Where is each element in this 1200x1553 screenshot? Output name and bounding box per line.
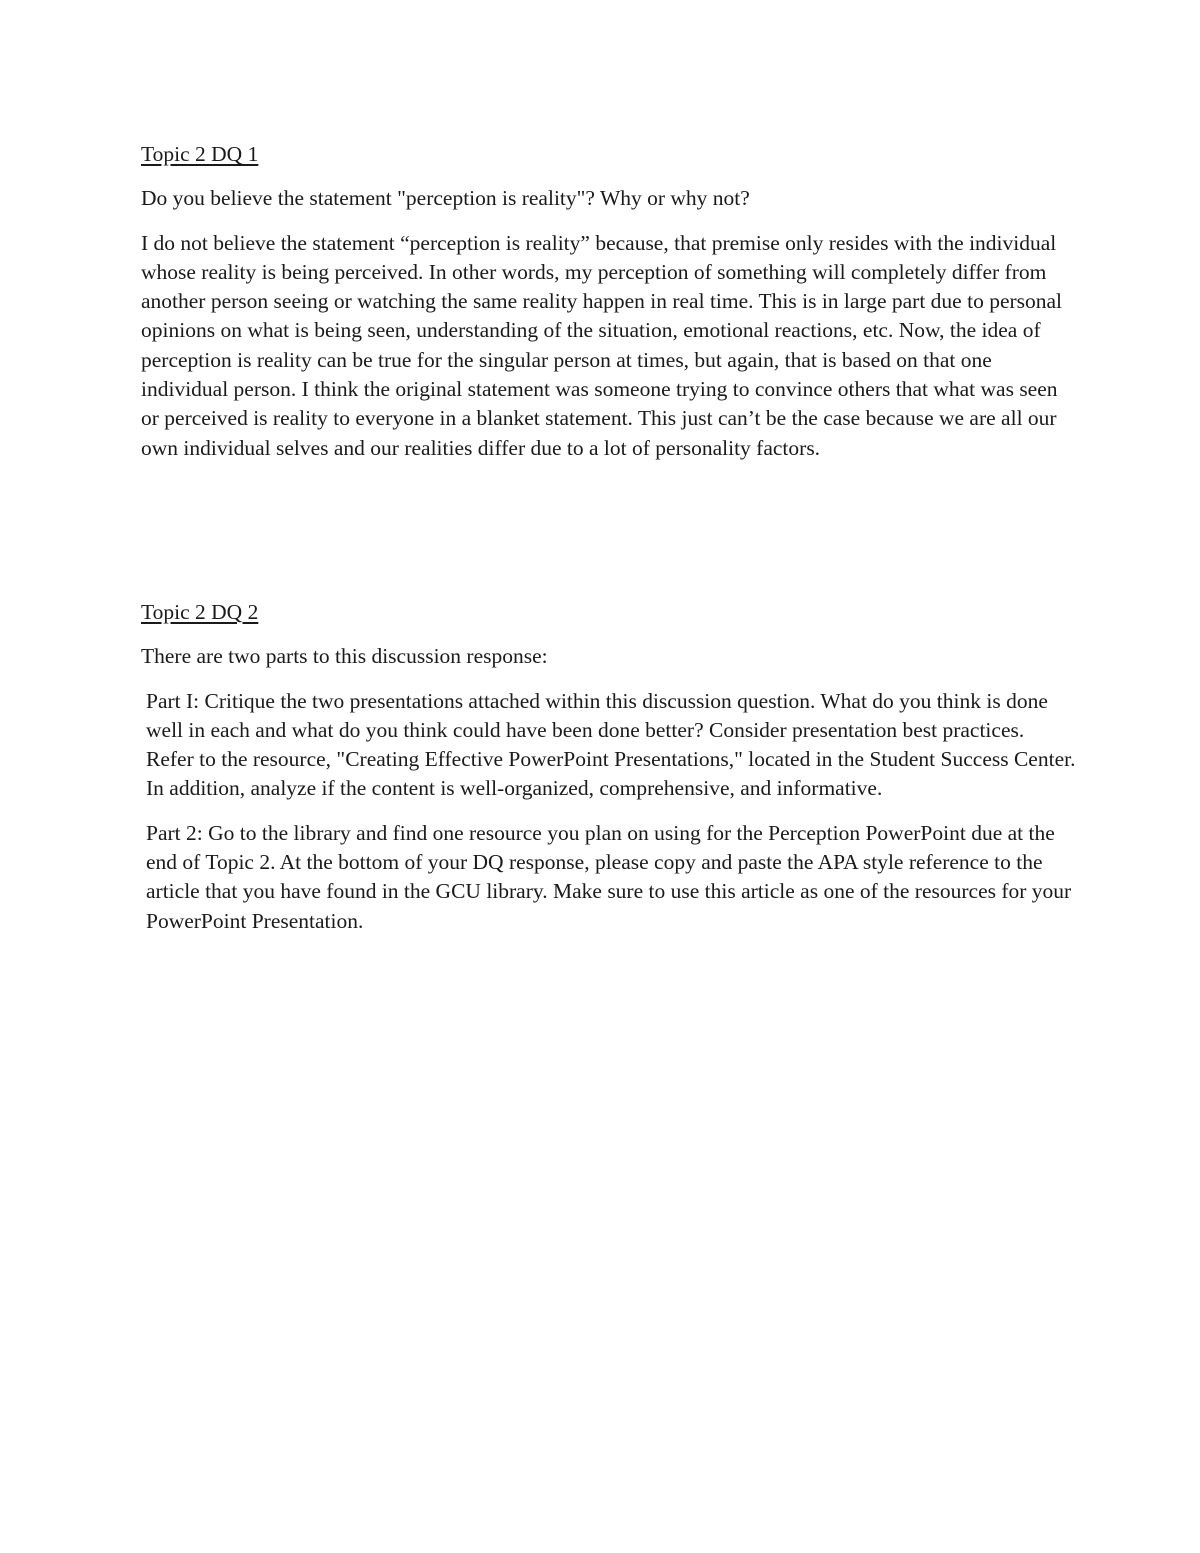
dq2-part1: Part I: Critique the two presentations attached within this discussion question. What do you think is done well in each and what do you think could have been done better? Consider presentation best practices. Refer to the resource, "Creating Effective PowerPoint Presentations," located in the Student Success Center. In addition, analyze if the content is well-organized, comprehensive, and informative. xyxy=(146,688,1076,801)
section-spacer xyxy=(141,478,1076,598)
section-heading-dq2: Topic 2 DQ 2 xyxy=(141,599,259,624)
section-heading-dq1: Topic 2 DQ 1 xyxy=(141,142,259,166)
dq2-intro: There are two parts to this discussion response: xyxy=(141,644,548,669)
dq1-answer: I do not believe the statement “perception is reality” because, that premise only resides with the individual whose reality is being perceived. In other words, my perception of something will completely differ from another person seeing or watching the same reality happen in real time. This is in large part due to personal opinions on what is being seen, understanding of the situation, emotional reactions, etc. Now, the idea of perception is reality can be true for the singular person at times, but again, that is based on that one individual person. I think the original statement was someone trying to convince others that what was seen or perceived is reality to everyone in a blanket statement. This just can’t be the case because we are all our own individual selves and our realities differ due to a lot of personality factors. xyxy=(141,230,1063,460)
document-body xyxy=(141,140,1076,951)
dq2-part2: Part 2: Go to the library and find one resource you plan on using for the Perception PowerPoint due at the end of Topic 2. At the bottom of your DQ response, please copy and paste the APA style reference to the article that you have found in the GCU library. Make sure to use this article as one of the resources for your PowerPoint Presentation. xyxy=(146,820,1072,933)
dq1-question: Do you believe the statement "perception is reality"? Why or why not? xyxy=(141,186,750,211)
